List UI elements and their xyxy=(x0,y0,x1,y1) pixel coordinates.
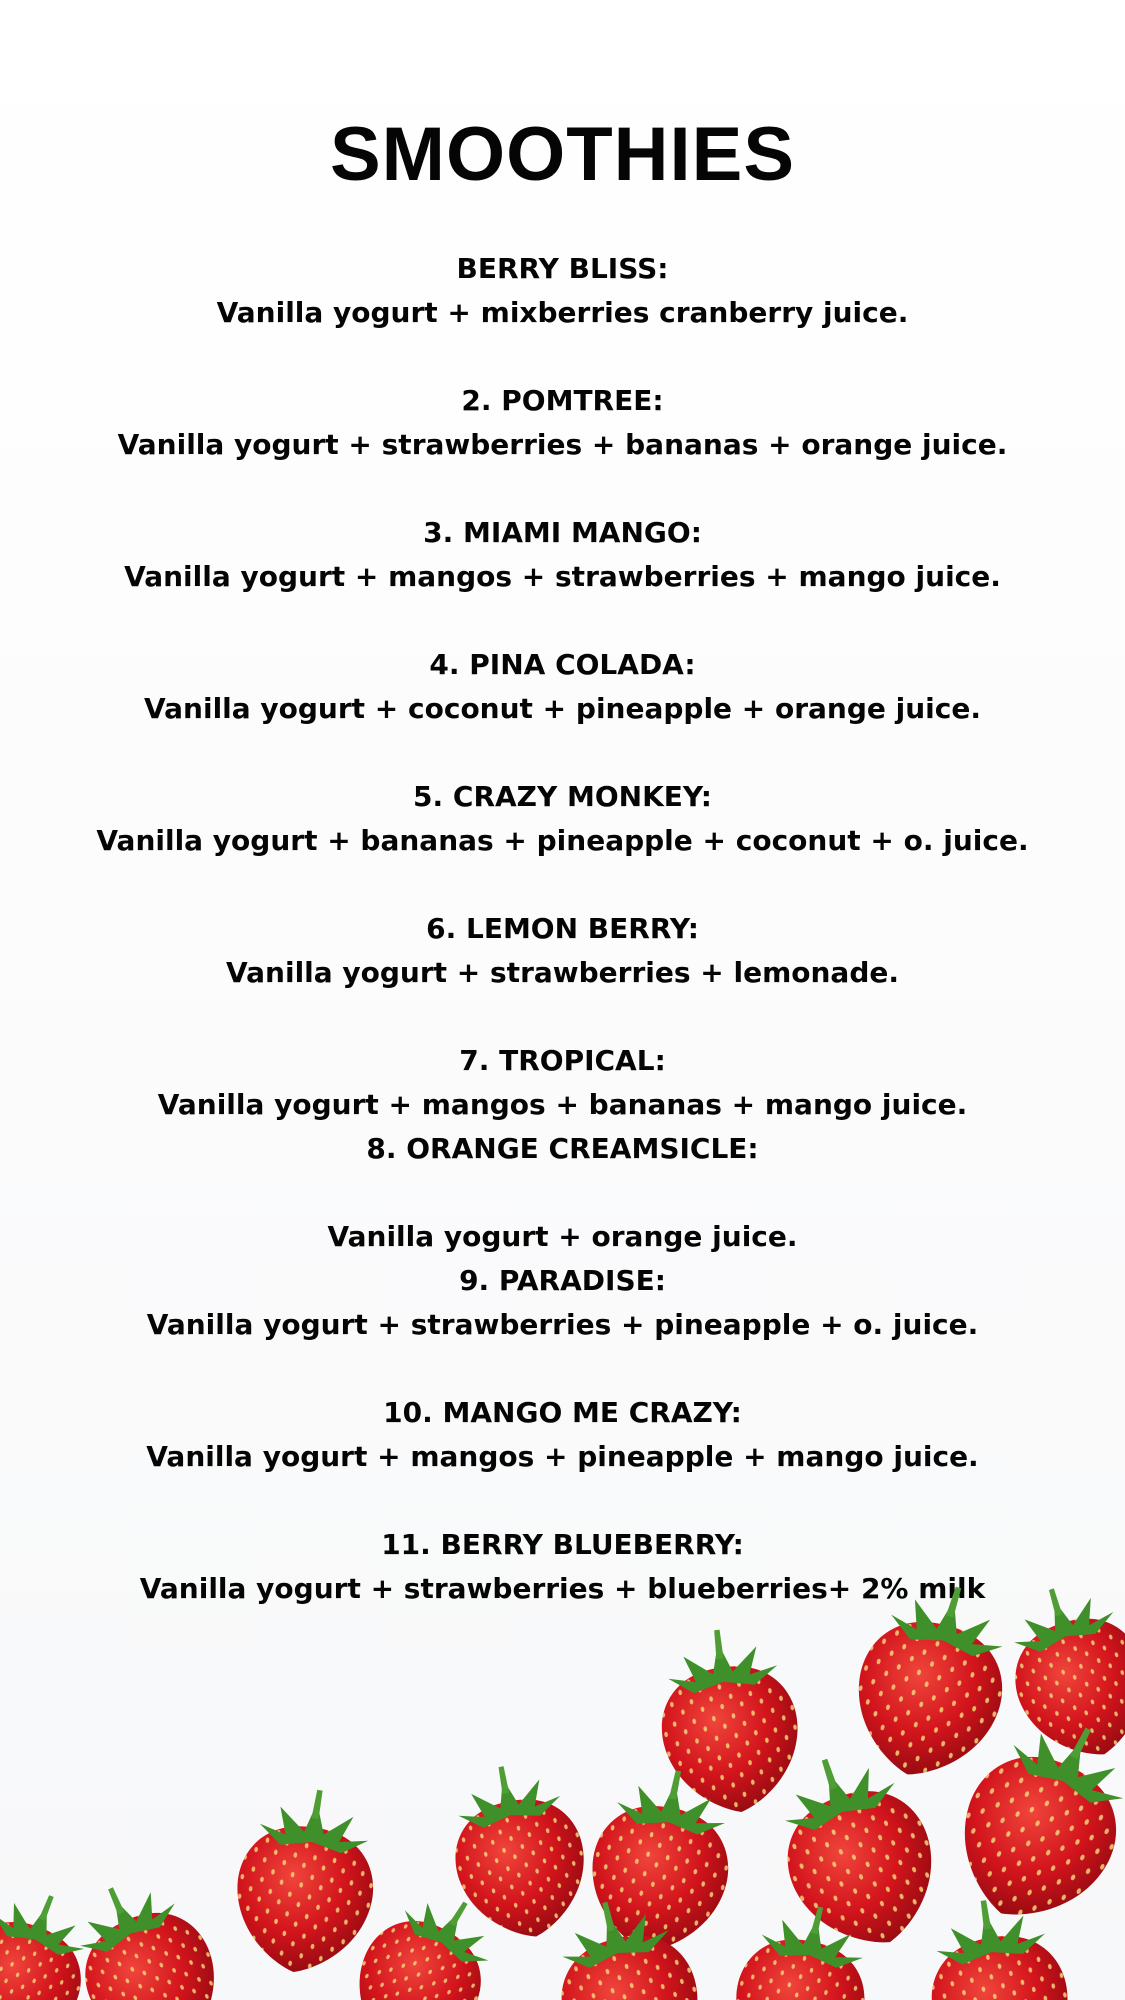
recipe-item xyxy=(0,1127,1125,1259)
recipe-name: BERRY BLISS: xyxy=(456,252,669,285)
smoothie-list xyxy=(0,247,1125,1611)
recipe-item xyxy=(0,1039,1125,1127)
recipe-ingredients: Vanilla yogurt + mangos + bananas + mango juice. xyxy=(157,1088,968,1121)
recipe-name: 3. MIAMI MANGO: xyxy=(423,516,702,549)
recipe-name: 7. TROPICAL: xyxy=(459,1044,666,1077)
recipe-item xyxy=(0,379,1125,467)
recipe-ingredients: Vanilla yogurt + strawberries + lemonade. xyxy=(226,956,899,989)
recipe-item xyxy=(0,907,1125,995)
recipe-item xyxy=(0,1391,1125,1479)
recipe-name: 9. PARADISE: xyxy=(459,1264,666,1297)
strawberry-mark xyxy=(438,1754,599,1950)
recipe-item xyxy=(0,775,1125,863)
recipe-name: 4. PINA COLADA: xyxy=(429,648,696,681)
strawberries-illustration xyxy=(0,1560,1125,2000)
strawberry-mark xyxy=(226,1781,386,1982)
recipe-name: 2. POMTREE: xyxy=(461,384,664,417)
recipe-ingredients: Vanilla yogurt + orange juice. xyxy=(327,1220,798,1253)
recipe-name: 8. ORANGE CREAMSICLE: xyxy=(366,1132,759,1165)
recipe-name: 11. BERRY BLUEBERRY: xyxy=(381,1528,744,1561)
recipe-ingredients: Vanilla yogurt + bananas + pineapple + coconut + o. juice. xyxy=(96,824,1029,857)
recipe-name: 6. LEMON BERRY: xyxy=(426,912,699,945)
strawberry-mark xyxy=(838,1569,1027,1793)
recipe-ingredients: Vanilla yogurt + strawberries + pineapple + o. juice. xyxy=(146,1308,979,1341)
recipe-name: 10. MANGO ME CRAZY: xyxy=(383,1396,742,1429)
recipe-ingredients: Vanilla yogurt + strawberries + blueberries+ 2% milk xyxy=(139,1572,986,1605)
recipe-item xyxy=(0,247,1125,335)
recipe-item xyxy=(0,1259,1125,1347)
recipe-item xyxy=(0,511,1125,599)
recipe-name: 5. CRAZY MONKEY: xyxy=(413,780,712,813)
recipe-ingredients: Vanilla yogurt + mangos + pineapple + mango juice. xyxy=(146,1440,979,1473)
recipe-ingredients: Vanilla yogurt + mangos + strawberries + mango juice. xyxy=(124,560,1001,593)
recipe-ingredients: Vanilla yogurt + strawberries + bananas + orange juice. xyxy=(117,428,1008,461)
recipe-ingredients: Vanilla yogurt + mixberries cranberry juice. xyxy=(216,296,909,329)
strawberry-mark xyxy=(990,1570,1125,1775)
page-title: SMOOTHIES xyxy=(329,112,796,197)
recipe-ingredients: Vanilla yogurt + coconut + pineapple + orange juice. xyxy=(144,692,981,725)
recipe-item xyxy=(0,643,1125,731)
